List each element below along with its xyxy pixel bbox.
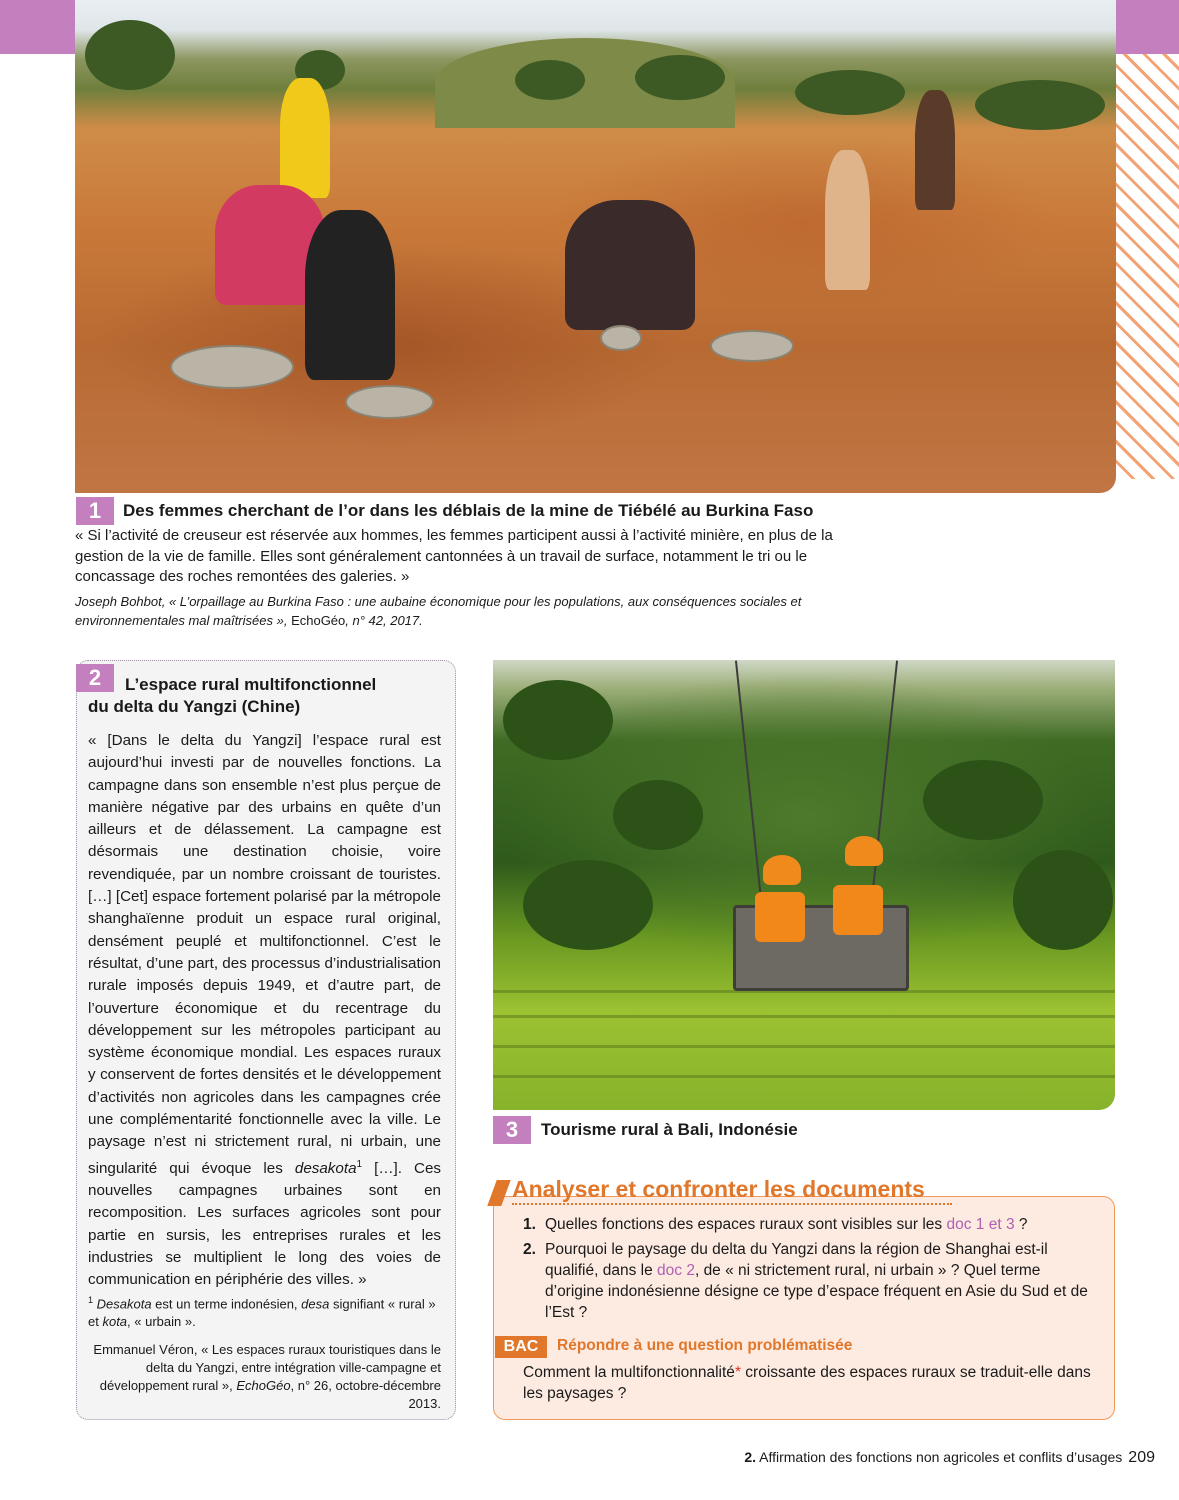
question-list — [523, 1214, 1098, 1327]
bac-question — [523, 1362, 1103, 1404]
doc1-quote: « Si l’activité de creuseur est réservée aux hommes, les femmes participent aussi à l’activité minière, en plus de la gestion de la vie de famille. Elles sont généralement cantonnées à un travail de surface, notamment le tri ou le concassage des roches remontées des galeries. » — [75, 527, 833, 585]
chapter-number: 2. — [744, 1449, 756, 1465]
question-text: Pourquoi le paysage du delta du Yangzi dans la région de Shanghai est-il qualifié, dans le — [545, 1241, 1048, 1279]
question-text-end: ? — [1014, 1216, 1028, 1233]
footnote-text-c: , « urbain ». — [127, 1314, 196, 1330]
question-text: Quelles fonctions des espaces ruraux sont visibles sur les — [545, 1216, 947, 1233]
doc2-italic-term: desakota — [294, 1159, 357, 1177]
photo-bali-swing-tourism — [493, 660, 1115, 1110]
doc-number-badge: 2 — [76, 664, 114, 692]
footnote-term: Desakota — [96, 1296, 152, 1312]
doc2-source — [88, 1341, 441, 1413]
footnote-text-a: est un terme indonésien, — [151, 1296, 302, 1312]
doc-reference: doc 1 et 3 — [946, 1216, 1015, 1233]
doc-number-badge: 3 — [493, 1116, 531, 1144]
question-number: 1. — [523, 1216, 536, 1233]
page-corner-tab-right — [1116, 0, 1179, 54]
doc2-body-part2: […]. Ces nouvelles campagnes urbaines sont en recomposition. Les surfaces agricoles sont pour partie en sursis, les entreprises rurales et les industries se multiplient le long des voies de communication en périphérie des villes. » — [88, 1159, 441, 1289]
doc2-body-part1: « [Dans le delta du Yangzi] l’espace rural est aujourd’hui investi par de nouvelles fonctions. La campagne dans son ensemble n’est plus perçue de manière négative par des urbains en quête d’un ailleurs et de délassement. La campagne est désormais une destination choisie, voire revendiquée, par un nombre croissant de touristes. […] [Cet] espace fortement polarisé par la métropole shanghaïenne produit un espace rural original, densément peuplé et multifonctionnel. C’est le résultat, d’une part, des processus d’industrialisation rurale imposés depuis 1949, et d’autre part, de l’ouverture économique et du recentrage du développement sur les métropoles participant au système économique mondial. Les espaces ruraux y conservent de fortes densités et le développement d’activités non agricoles dans les campagnes crée une complémentarité fonctionnelle avec la ville. Le paysage n’est ni strictement rural, ni urbain, une singularité qui évoque les — [88, 732, 441, 1177]
bac-badge: BAC — [495, 1336, 547, 1358]
doc2-title-line2: du delta du Yangzi (Chine) — [88, 697, 301, 716]
page-corner-tab-left — [0, 0, 76, 54]
question-number: 2. — [523, 1241, 536, 1258]
chapter-title: Affirmation des fonctions non agricoles et conflits d’usages — [756, 1449, 1123, 1465]
doc2-source-journal: EchoGéo — [236, 1378, 291, 1393]
doc1-source — [75, 592, 835, 630]
question-item — [523, 1214, 1098, 1235]
doc2-footnote — [88, 1291, 441, 1331]
page-number: 209 — [1128, 1449, 1155, 1466]
doc2-body — [88, 730, 441, 1291]
bac-title: Répondre à une question problématisée — [557, 1337, 853, 1354]
doc-number-badge: 1 — [76, 497, 114, 525]
footnote-kota: kota — [102, 1314, 128, 1330]
doc1-source-journal: EchoGéo — [291, 613, 346, 628]
heading-underline — [512, 1203, 952, 1206]
question-text-end: , de « ni strictement rural, ni urbain » ? Quel terme d’origine indonésienne désigne ce type d’espace fréquent en Asie du Sud et de l’Est ? — [545, 1262, 1088, 1321]
doc2-title — [88, 674, 438, 718]
doc2-title-line1: L’espace rural multifonctionnel — [125, 675, 377, 694]
footnote-text-b: signifiant « rural » et — [88, 1296, 436, 1330]
footnote-number: 1 — [88, 1295, 94, 1305]
photo-gold-mining-women — [75, 0, 1116, 493]
bac-question-end: croissante des espaces ruraux se traduit-elle dans les paysages ? — [523, 1364, 1091, 1402]
glossary-star: * — [734, 1364, 741, 1381]
doc-reference: doc 2 — [657, 1262, 695, 1279]
doc3-title: Tourisme rural à Bali, Indonésie — [541, 1120, 798, 1139]
doc2-source-a: Emmanuel Véron, « Les espaces ruraux touristiques dans le delta du Yangzi, entre intégration ville-campagne et développement rural », — [93, 1342, 441, 1393]
doc1-source-text: Joseph Bohbot, « L’orpaillage au Burkina Faso : une aubaine économique pour les populations, aux conséquences sociales et environnementales mal maîtrisées », — [75, 594, 802, 628]
doc1-source-end: , n° 42, 2017. — [345, 613, 423, 628]
questions-heading: Analyser et confronter les documents — [512, 1176, 925, 1202]
doc2-source-b: , n° 26, octobre-décembre 2013. — [290, 1378, 441, 1411]
doc1-title: Des femmes cherchant de l’or dans les déblais de la mine de Tiébélé au Burkina Faso — [123, 501, 814, 520]
page-footer — [610, 1449, 1155, 1467]
decorative-stripes — [1116, 54, 1179, 479]
footnote-desa: desa — [301, 1296, 330, 1312]
footnote-mark: 1 — [356, 1158, 363, 1170]
question-item — [523, 1239, 1098, 1323]
bac-question-text: Comment la multifonctionnalité — [523, 1364, 735, 1381]
